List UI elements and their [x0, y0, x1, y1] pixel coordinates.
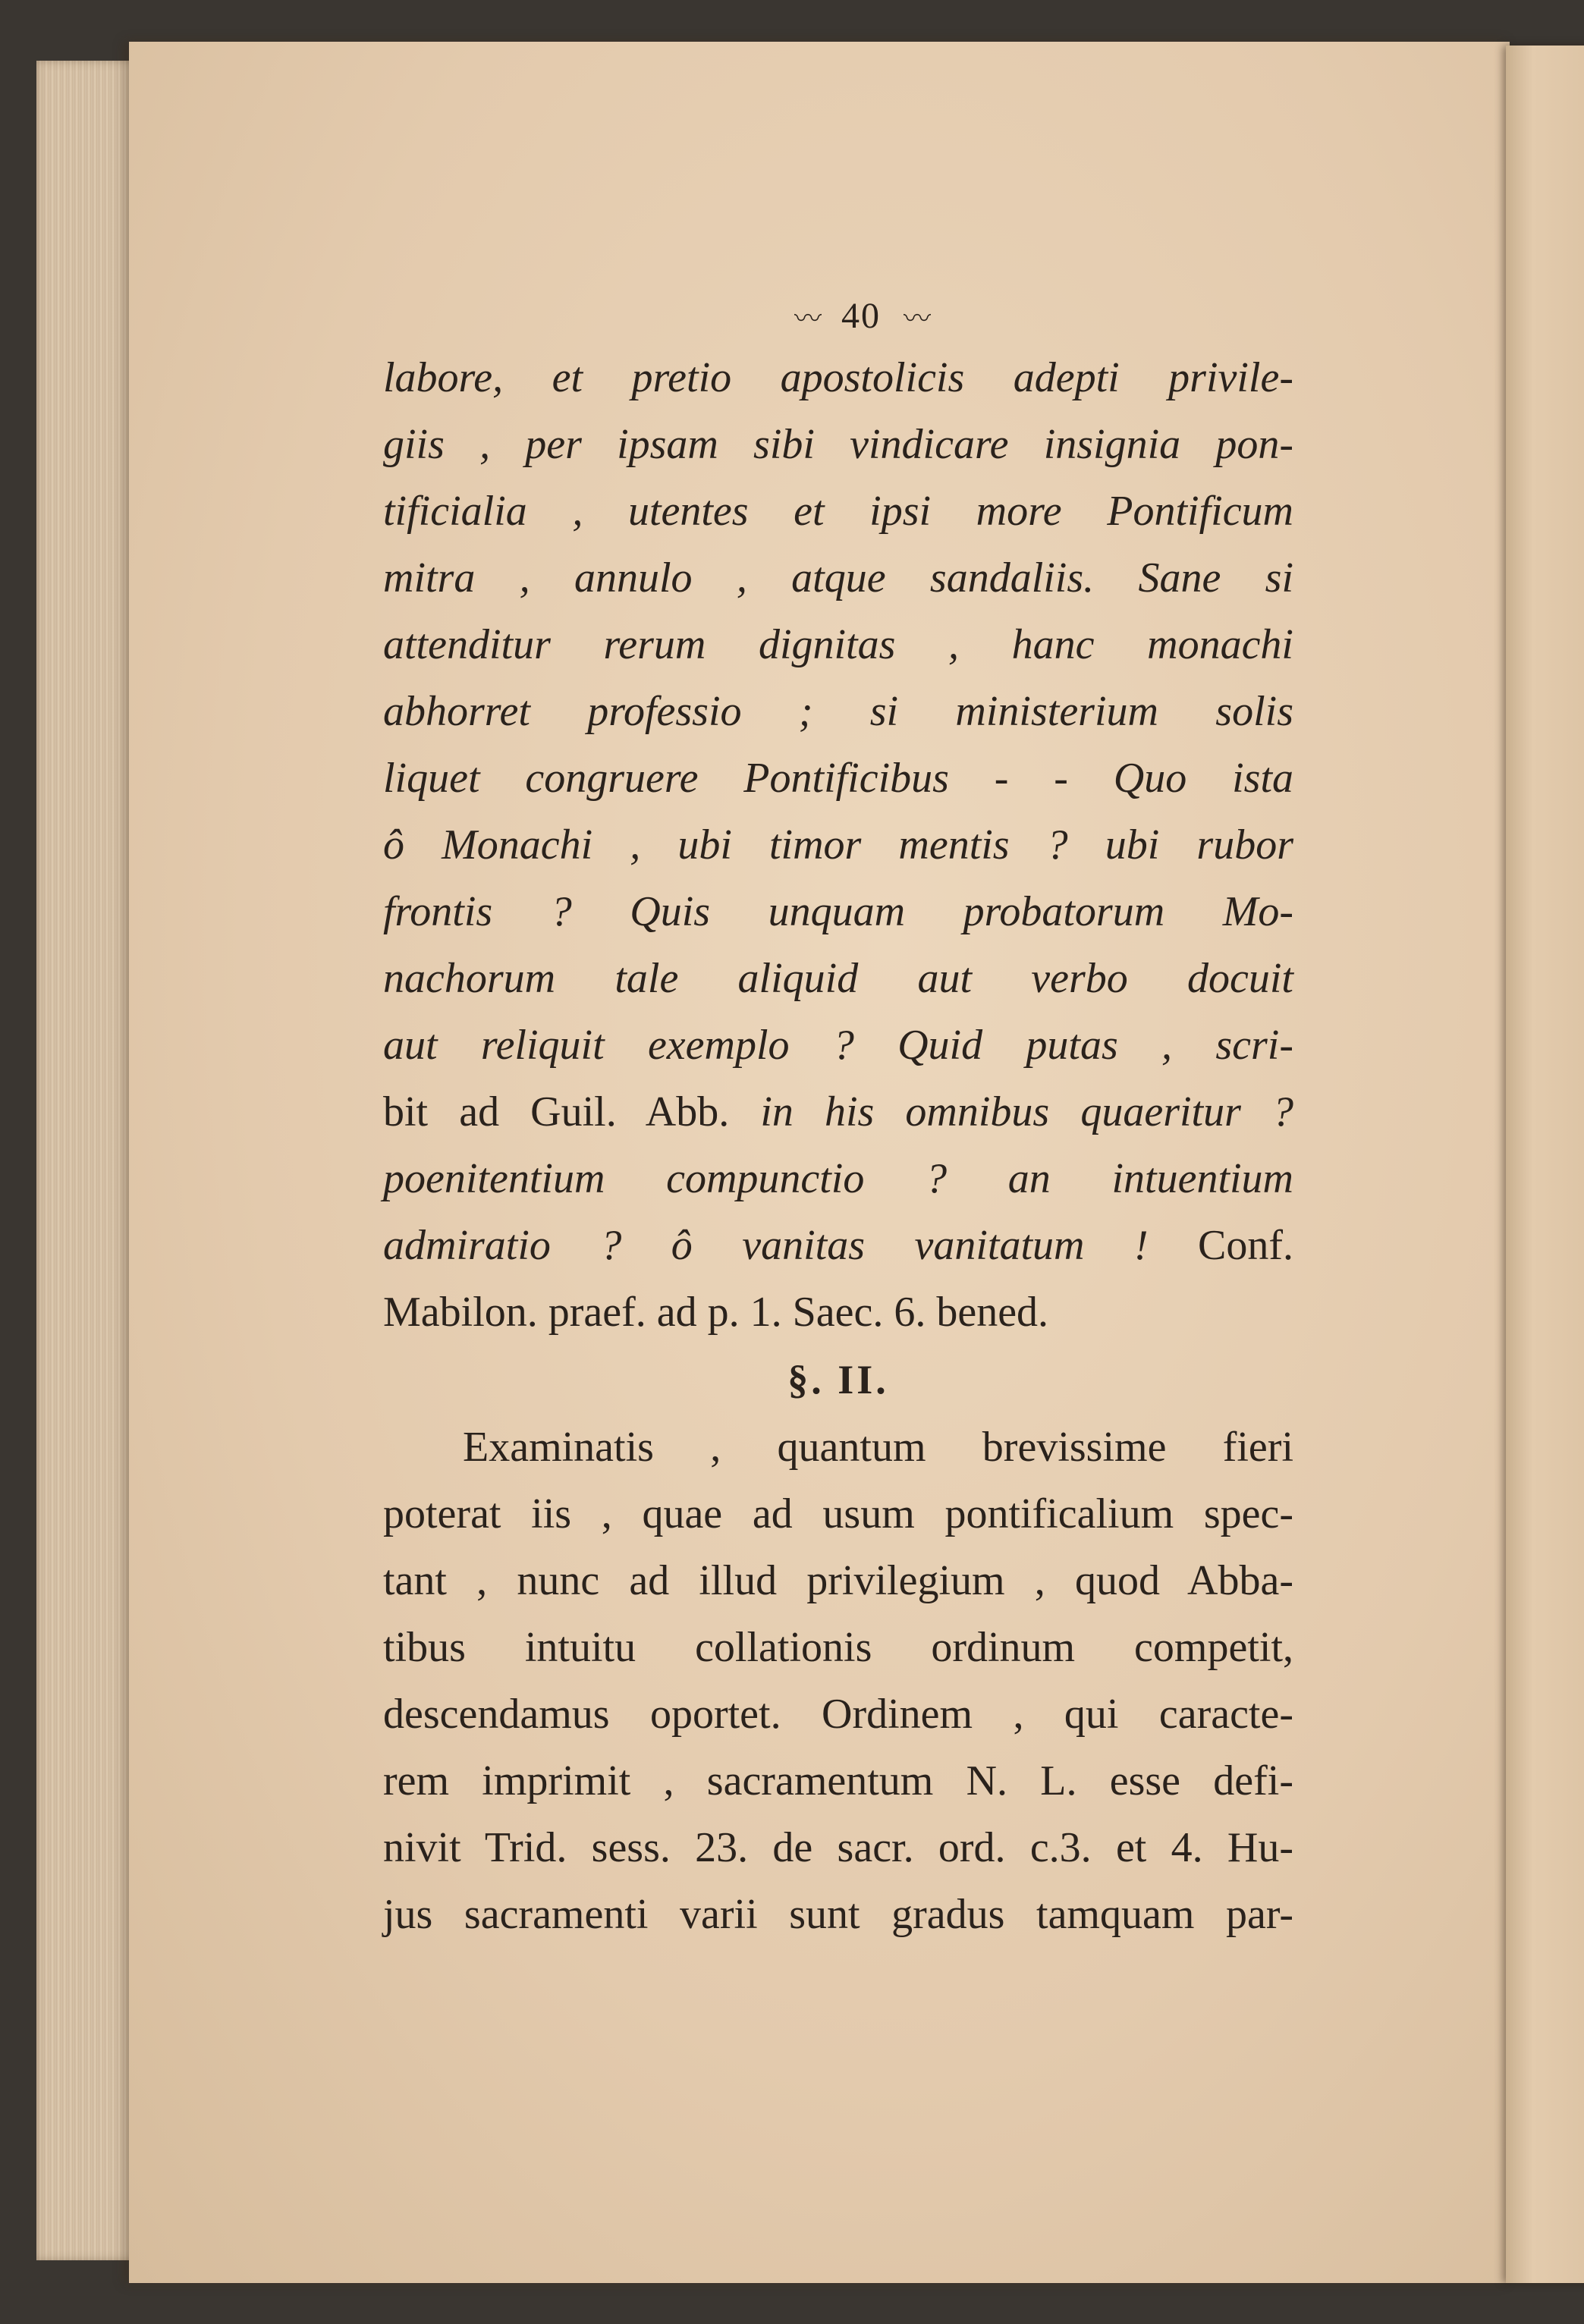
- text-line-mixed: [383, 1079, 1293, 1145]
- text-line: frontis ? Quis unquam probatorum Mo-: [383, 888, 1293, 935]
- text-line: aut reliquit exemplo ? Quid putas , scri-: [383, 1022, 1293, 1069]
- text-line: labore, et pretio apostolicis adepti privile-: [383, 354, 1293, 401]
- header-ornament-left: 〰: [794, 303, 819, 334]
- text-line: tificialia , utentes et ipsi more Pontificum: [383, 488, 1293, 535]
- text-span-italic: in his omnibus quaeritur ?: [760, 1088, 1293, 1135]
- page-number: 40: [841, 296, 881, 336]
- page-text: [383, 288, 1293, 1948]
- text-line: liquet congruere Pontificibus - - Quo ista: [383, 755, 1293, 802]
- section-heading: §. II.: [787, 1357, 889, 1402]
- paragraph-line: poterat iis , quae ad usum pontificalium spec-: [383, 1490, 1293, 1537]
- header-ornament-right: 〰: [904, 303, 929, 334]
- paragraph-line: jus sacramenti varii sunt gradus tamquam par-: [383, 1891, 1293, 1938]
- text-line: Mabilon. praef. ad p. 1. Saec. 6. bened.: [383, 1289, 1049, 1336]
- paragraph-line: nivit Trid. sess. 23. de sacr. ord. c.3. et 4. Hu-: [383, 1824, 1293, 1871]
- text-line: poenitentium compunctio ? an intuentium: [383, 1155, 1293, 1202]
- text-line-mixed: [383, 1212, 1293, 1279]
- text-line: ô Monachi , ubi timor mentis ? ubi rubor: [383, 821, 1293, 868]
- text-line: nachorum tale aliquid aut verbo docuit: [383, 955, 1293, 1002]
- text-line: giis , per ipsam sibi vindicare insignia pon-: [383, 421, 1293, 468]
- text-line: attenditur rerum dignitas , hanc monachi: [383, 621, 1293, 668]
- paragraph-line: rem imprimit , sacramentum N. L. esse defi-: [383, 1757, 1293, 1804]
- text-span-italic: admiratio ? ô vanitas vanitatum !: [383, 1222, 1149, 1269]
- text-line: abhorret professio ; si ministerium solis: [383, 688, 1293, 735]
- paragraph-line: descendamus oportet. Ordinem , qui caracte-: [383, 1691, 1293, 1738]
- paragraph-line: tibus intuitu collationis ordinum competit,: [383, 1624, 1293, 1671]
- text-span-roman: Conf.: [1198, 1222, 1294, 1269]
- text-line: mitra , annulo , atque sandaliis. Sane si: [383, 554, 1293, 601]
- page-header: [429, 288, 1293, 344]
- paragraph-line: tant , nunc ad illud privilegium , quod Abba-: [383, 1557, 1293, 1604]
- facing-page-edge: [1506, 46, 1584, 2283]
- paragraph-line: Examinatis , quantum brevissime fieri: [463, 1424, 1293, 1471]
- text-span-roman: bit ad Guil. Abb.: [383, 1088, 730, 1135]
